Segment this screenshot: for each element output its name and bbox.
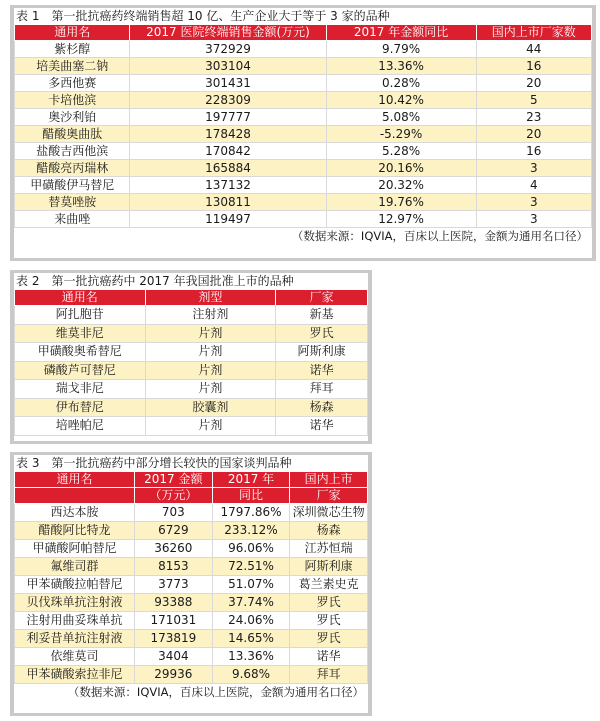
table-row	[15, 143, 592, 160]
table-cell: 20.32%	[326, 177, 476, 194]
table-cell: 深圳微芯生物	[290, 504, 368, 522]
table-cell: 20	[476, 75, 591, 92]
table-cell: 甲磺酸伊马替尼	[15, 177, 130, 194]
table-cell: 葛兰素史克	[290, 576, 368, 594]
table-cell: 诺华	[276, 417, 368, 436]
table-cell: 372929	[130, 41, 326, 58]
table-cell: 119497	[130, 211, 326, 228]
table-row	[15, 558, 368, 576]
table-cell: 37.74%	[212, 594, 290, 612]
table-cell: 233.12%	[212, 522, 290, 540]
table-row	[15, 126, 592, 143]
table-cell: 盐酸吉西他滨	[15, 143, 130, 160]
table3-header: 厂家	[290, 488, 368, 504]
table-cell: 杨森	[290, 522, 368, 540]
table-cell: 301431	[130, 75, 326, 92]
table2-header-row	[15, 290, 368, 306]
table-cell: 贝伐珠单抗注射液	[15, 594, 135, 612]
table-cell: 3	[476, 160, 591, 177]
table-cell: 阿扎胞苷	[15, 306, 146, 325]
table3-source-note: （数据来源：IQVIA，百床以上医院，金额为通用名口径）	[67, 685, 364, 699]
table-row	[15, 504, 368, 522]
table-cell: 醋酸阿比特龙	[15, 522, 135, 540]
table-cell: 醋酸亮丙瑞林	[15, 160, 130, 177]
table-cell: 瑞戈非尼	[15, 380, 146, 399]
table-cell: 片剂	[145, 343, 276, 362]
table-row	[15, 109, 592, 126]
table-cell: 137132	[130, 177, 326, 194]
table-cell: 甲磺酸奥希替尼	[15, 343, 146, 362]
table3-header: 通用名	[15, 472, 135, 488]
table-cell: 3773	[135, 576, 213, 594]
table-row	[15, 194, 592, 211]
table-cell: 新基	[276, 306, 368, 325]
table-row	[15, 612, 368, 630]
table-row	[15, 576, 368, 594]
table3-header: 2017 年	[212, 472, 290, 488]
table-cell: 13.36%	[212, 648, 290, 666]
table-cell: 12.97%	[326, 211, 476, 228]
table-row	[15, 666, 368, 684]
table1-container	[14, 8, 592, 258]
table-cell: -5.29%	[326, 126, 476, 143]
table-cell: 197777	[130, 109, 326, 126]
table-row	[15, 324, 368, 343]
table-cell: 8153	[135, 558, 213, 576]
table-row	[15, 594, 368, 612]
table-cell: 片剂	[145, 380, 276, 399]
table2-header: 剂型	[145, 290, 276, 306]
table-cell: 178428	[130, 126, 326, 143]
table-cell: 诺华	[290, 648, 368, 666]
table-cell: 紫杉醇	[15, 41, 130, 58]
table-cell: 磷酸芦可替尼	[15, 361, 146, 380]
table3-title: 表 3 第一批抗癌药中部分增长较快的国家谈判品种	[16, 456, 292, 470]
table1	[14, 24, 592, 228]
table-cell: 5.28%	[326, 143, 476, 160]
table-cell: 替莫唑胺	[15, 194, 130, 211]
table-row	[15, 211, 592, 228]
table-cell: 片剂	[145, 324, 276, 343]
table-cell: 罗氏	[290, 594, 368, 612]
table-cell: 228309	[130, 92, 326, 109]
table-cell: 注射剂	[145, 306, 276, 325]
table-cell: 173819	[135, 630, 213, 648]
table3-header: 2017 金额	[135, 472, 213, 488]
table2-header: 厂家	[276, 290, 368, 306]
table-cell: 29936	[135, 666, 213, 684]
table2-title: 表 2 第一批抗癌药中 2017 年我国批准上市的品种	[16, 274, 294, 288]
table-cell: 罗氏	[290, 630, 368, 648]
table-cell: 伊布替尼	[15, 398, 146, 417]
table-row	[15, 540, 368, 558]
table1-panel	[10, 5, 596, 261]
table-cell: 51.07%	[212, 576, 290, 594]
table-cell: 江苏恒瑞	[290, 540, 368, 558]
table3-header: （万元）	[135, 488, 213, 504]
table-cell: 1797.86%	[212, 504, 290, 522]
table-row	[15, 92, 592, 109]
table-row	[15, 75, 592, 92]
table3-header: 国内上市	[290, 472, 368, 488]
table-cell: 165884	[130, 160, 326, 177]
table-cell: 16	[476, 58, 591, 75]
table-cell: 96.06%	[212, 540, 290, 558]
table-cell: 93388	[135, 594, 213, 612]
table1-header: 2017 年金额同比	[326, 25, 476, 41]
table-cell: 703	[135, 504, 213, 522]
table-cell: 4	[476, 177, 591, 194]
table-cell: 3	[476, 211, 591, 228]
table-cell: 杨森	[276, 398, 368, 417]
table1-source-note: （数据来源：IQVIA，百床以上医院，金额为通用名口径）	[291, 229, 588, 243]
table-cell: 甲磺酸阿帕替尼	[15, 540, 135, 558]
table-cell: 罗氏	[276, 324, 368, 343]
table3	[14, 471, 368, 684]
table-cell: 培美曲塞二钠	[15, 58, 130, 75]
table3-panel	[10, 452, 372, 716]
table-cell: 5.08%	[326, 109, 476, 126]
table-row	[15, 177, 592, 194]
table1-header-row	[15, 25, 592, 41]
table-cell: 注射用曲妥珠单抗	[15, 612, 135, 630]
table-cell: 16	[476, 143, 591, 160]
table-cell: 甲苯磺酸索拉非尼	[15, 666, 135, 684]
table-cell: 阿斯利康	[276, 343, 368, 362]
table-cell: 拜耳	[290, 666, 368, 684]
table-cell: 利妥昔单抗注射液	[15, 630, 135, 648]
table-row	[15, 522, 368, 540]
table-cell: 甲苯磺酸拉帕替尼	[15, 576, 135, 594]
table-row	[15, 343, 368, 362]
table-row	[15, 361, 368, 380]
table-cell: 72.51%	[212, 558, 290, 576]
table-cell: 9.79%	[326, 41, 476, 58]
table2-panel	[10, 270, 372, 444]
table3-header-row-1	[15, 472, 368, 488]
table-cell: 130811	[130, 194, 326, 211]
table-row	[15, 398, 368, 417]
table-row	[15, 58, 592, 75]
table-cell: 10.42%	[326, 92, 476, 109]
table-cell: 片剂	[145, 417, 276, 436]
table1-header: 通用名	[15, 25, 130, 41]
table-cell: 303104	[130, 58, 326, 75]
table-row	[15, 417, 368, 436]
table-cell: 西达本胺	[15, 504, 135, 522]
table-cell: 19.76%	[326, 194, 476, 211]
table-cell: 诺华	[276, 361, 368, 380]
table-cell: 36260	[135, 540, 213, 558]
table-cell: 醋酸奥曲肽	[15, 126, 130, 143]
table-cell: 培唑帕尼	[15, 417, 146, 436]
table-cell: 171031	[135, 612, 213, 630]
table-cell: 奥沙利铂	[15, 109, 130, 126]
table-row	[15, 306, 368, 325]
table-cell: 23	[476, 109, 591, 126]
table-cell: 拜耳	[276, 380, 368, 399]
table-cell: 13.36%	[326, 58, 476, 75]
table-cell: 3	[476, 194, 591, 211]
table2-header: 通用名	[15, 290, 146, 306]
table2-container	[14, 273, 368, 441]
table-row	[15, 630, 368, 648]
table-cell: 罗氏	[290, 612, 368, 630]
table-row	[15, 41, 592, 58]
table-cell: 阿斯利康	[290, 558, 368, 576]
table3-header: 同比	[212, 488, 290, 504]
table-cell: 0.28%	[326, 75, 476, 92]
table2	[14, 289, 368, 436]
table-row	[15, 648, 368, 666]
table3-header	[15, 488, 135, 504]
table-cell: 多西他赛	[15, 75, 130, 92]
table3-container	[14, 455, 368, 713]
table1-header: 2017 医院终端销售金额(万元)	[130, 25, 326, 41]
table1-header: 国内上市厂家数	[476, 25, 591, 41]
table-cell: 依维莫司	[15, 648, 135, 666]
table-cell: 来曲唑	[15, 211, 130, 228]
table-cell: 卡培他滨	[15, 92, 130, 109]
table-cell: 24.06%	[212, 612, 290, 630]
table-cell: 片剂	[145, 361, 276, 380]
table-cell: 5	[476, 92, 591, 109]
table-cell: 胶囊剂	[145, 398, 276, 417]
table-row	[15, 160, 592, 177]
table1-title: 表 1 第一批抗癌药终端销售超 10 亿、生产企业大于等于 3 家的品种	[16, 9, 390, 23]
table-cell: 氟维司群	[15, 558, 135, 576]
table-cell: 6729	[135, 522, 213, 540]
table-cell: 170842	[130, 143, 326, 160]
table-cell: 14.65%	[212, 630, 290, 648]
table-cell: 20.16%	[326, 160, 476, 177]
table3-header-row-2	[15, 488, 368, 504]
table-cell: 维莫非尼	[15, 324, 146, 343]
table-cell: 44	[476, 41, 591, 58]
table-cell: 3404	[135, 648, 213, 666]
table-row	[15, 380, 368, 399]
table-cell: 20	[476, 126, 591, 143]
table-cell: 9.68%	[212, 666, 290, 684]
